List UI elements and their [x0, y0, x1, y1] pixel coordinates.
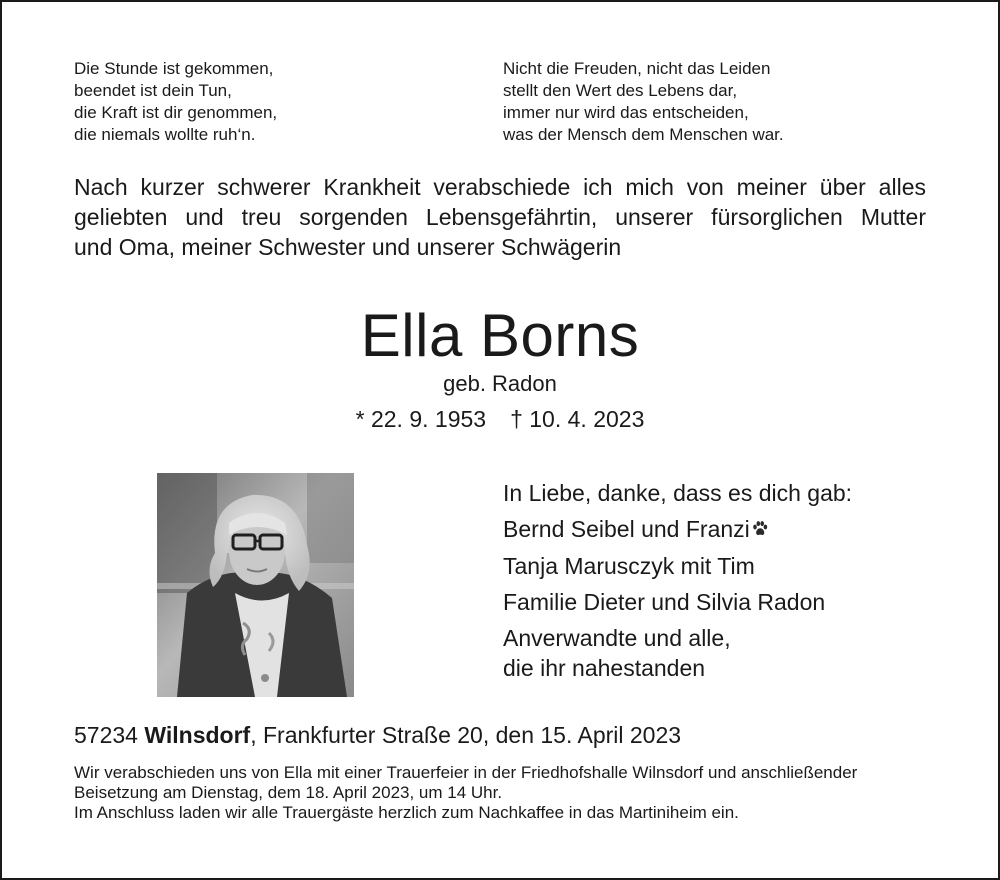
mourner-entry: Familie Dieter und Silvia Radon: [503, 589, 826, 615]
intro-text: [74, 172, 926, 262]
poem-left-line: die niemals wollte ruh‘n.: [74, 125, 256, 144]
city: Wilnsdorf: [144, 722, 251, 748]
death-date: † 10. 4. 2023: [510, 406, 645, 432]
portrait-photo: [157, 473, 354, 697]
poem-right-line: Nicht die Freuden, nicht das Leiden: [503, 59, 771, 78]
mourner-name: Bernd Seibel und Franzi: [503, 516, 750, 542]
poem-right-line: immer nur wird das entscheiden,: [503, 103, 749, 122]
poem-left: [74, 58, 277, 146]
notice-line: Im Anschluss laden wir alle Trauergäste herzlich zum Nachkaffee in das Martiniheim ein.: [74, 803, 739, 822]
poem-left-line: Die Stunde ist gekommen,: [74, 59, 274, 78]
mourner-entry: Anverwandte und alle,: [503, 625, 731, 651]
intro-line: geliebten und treu sorgenden Lebensgefährtin, unserer fürsorglichen Mutter: [74, 204, 926, 230]
address-line: [74, 720, 681, 750]
deceased-name: Ella Borns: [360, 302, 640, 369]
life-dates: [0, 404, 1000, 434]
paw-print-icon: [752, 515, 768, 545]
notice-line: Wir verabschieden uns von Ella mit einer Trauerfeier in der Friedhofshalle Wilnsdorf und anschließender: [74, 763, 858, 782]
mourner-entry: Tanja Marusczyk mit Tim: [503, 553, 755, 579]
birth-date: * 22. 9. 1953: [355, 406, 487, 432]
mourners-list: [503, 478, 852, 683]
poem-right: [503, 58, 784, 146]
funeral-notice: [74, 763, 934, 823]
poem-right-line: was der Mensch dem Menschen war.: [503, 125, 784, 144]
intro-line: und Oma, meiner Schwester und unserer Schwägerin: [74, 234, 622, 260]
postcode: 57234: [74, 722, 138, 748]
notice-line: Beisetzung am Dienstag, dem 18. April 2023, um 14 Uhr.: [74, 783, 503, 802]
birth-name: geb. Radon: [443, 371, 557, 396]
mourners-heading: In Liebe, danke, dass es dich gab:: [503, 480, 853, 506]
poem-right-line: stellt den Wert des Lebens dar,: [503, 81, 738, 100]
address-rest: , Frankfurter Straße 20, den 15. April 2023: [250, 722, 682, 748]
mourner-entry: [503, 514, 852, 545]
poem-left-line: beendet ist dein Tun,: [74, 81, 232, 100]
poem-left-line: die Kraft ist dir genommen,: [74, 103, 278, 122]
intro-line: Nach kurzer schwerer Krankheit verabschiede ich mich von meiner über alles: [74, 174, 926, 200]
mourner-entry: die ihr nahestanden: [503, 655, 706, 681]
